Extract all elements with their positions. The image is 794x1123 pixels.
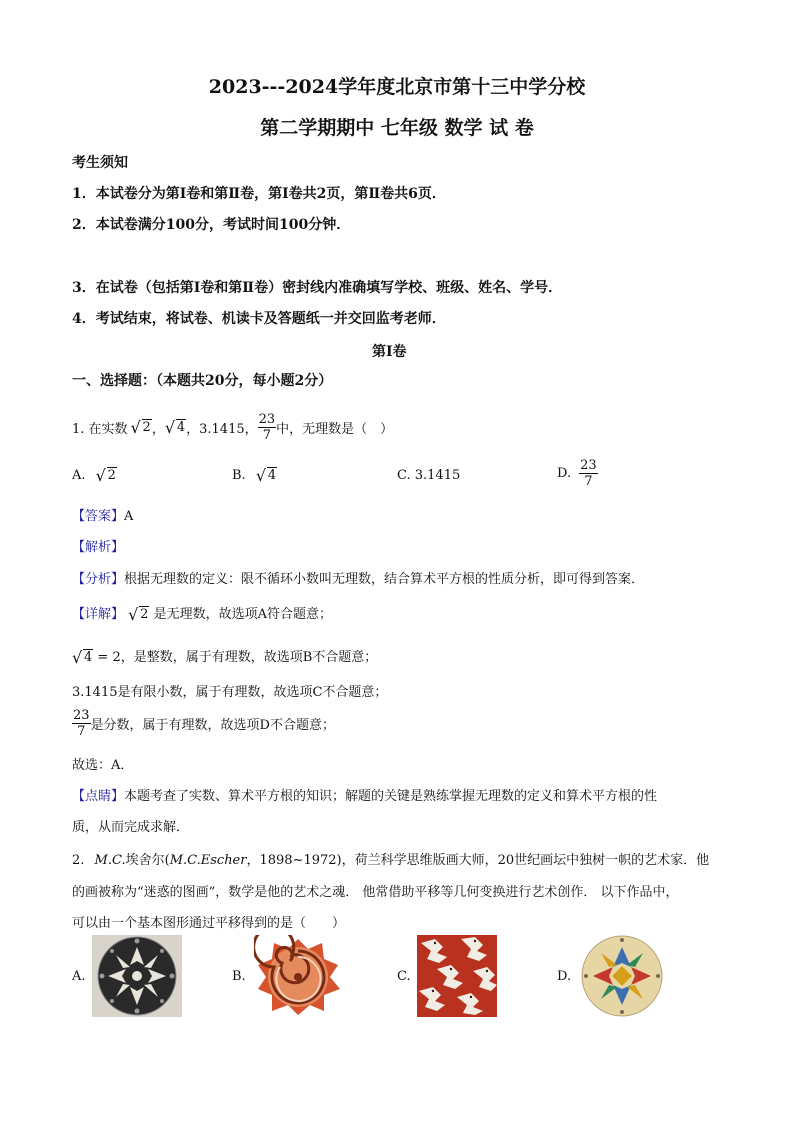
volume-title: 第Ⅰ卷: [372, 344, 407, 360]
q1-option-d: D. $\frac{23}{7}$: [557, 458, 597, 489]
q1-choose: 故选：A．: [72, 758, 134, 773]
exam-title: 2023---2024学年度北京市第十三中学分校: [208, 76, 586, 98]
q2-option-b-label: B.: [232, 969, 246, 984]
q1-answer: 【答案】A: [72, 509, 134, 524]
notice-item-3: 3．在试卷（包括第Ⅰ卷和第Ⅱ卷）密封线内准确填写学校、班级、姓名、学号．: [72, 280, 563, 296]
q1-detail-2: √ 4 = 2，是整数，属于有理数，故选项B不合题意；: [72, 646, 377, 665]
q1-dianjing-2: 质，从而完成求解．: [72, 820, 190, 835]
q1-mid: ，3.1415，: [186, 421, 258, 437]
q1-detail-3: 3.1415是有限小数，属于有理数，故选项C不合题意；: [72, 685, 388, 700]
notice-item-4: 4．考试结束，将试卷、机读卡及答题纸一并交回监考老师．: [72, 311, 446, 327]
q2-option-d-label: D.: [557, 969, 572, 984]
escher-tessellation-image: [417, 935, 497, 1017]
q2-line-3: 可以由一个基本图形通过平移得到的是（ ）: [72, 916, 346, 931]
question-1: 1. 在实数 √ 2 ， √ 4 ，3.1415， $\frac{23}{7}$ 中，无理数是（ ）: [72, 404, 393, 450]
fraction-23-7: $\frac{23}{7}$: [258, 411, 276, 443]
notice-item-1: 1．本试卷分为第Ⅰ卷和第Ⅱ卷，第Ⅰ卷共2页，第Ⅱ卷共6页．: [72, 186, 446, 202]
q2-line-1: 2. M.C.埃舍尔(M.C.Escher，1898~1972)，荷兰科学思维版画大师，20世纪画坛中独树一帜的艺术家．他: [72, 853, 710, 868]
q1-option-a: A. √ 2: [72, 468, 117, 483]
escher-spiral-image: [254, 935, 342, 1017]
q1-dianjing-1: 【点睛】本题考查了实数、算术平方根的知识；解题的关键是熟练掌握无理数的定义和算术平方根的性: [72, 789, 658, 804]
q2-option-c-label: C.: [397, 969, 411, 984]
notice-item-2: 2．本试卷满分100分，考试时间100分钟．: [72, 217, 351, 233]
exam-subtitle: 第二学期期中 七年级 数学 试 卷: [260, 117, 534, 139]
q1-prefix: 1. 在实数: [72, 421, 128, 437]
q1-option-c: C. 3.1415: [397, 468, 461, 483]
notice-heading: 考生须知: [72, 155, 128, 171]
q1-detail-1: 【详解】 √ 2 是无理数，故选项A符合题意；: [72, 603, 332, 622]
section-heading: 一、选择题：（本题共20分，每小题2分）: [72, 373, 333, 389]
sqrt-4: √ 4: [165, 420, 186, 435]
escher-color-circle-image: [579, 935, 665, 1017]
sqrt-2: √ 2: [131, 420, 152, 435]
q1-detail-4: $\frac{23}{7}$ 是分数，属于有理数，故选项D不合题意；: [73, 708, 335, 739]
escher-circle-limit-image: [92, 935, 182, 1017]
q1-fenxi: 【分析】根据无理数的定义：限不循环小数叫无理数，结合算术平方根的性质分析，即可得到答案．: [72, 572, 645, 587]
q1-analysis-tag: 【解析】: [72, 540, 125, 555]
q1-option-b: B. √ 4: [232, 468, 277, 483]
q1-suffix: 中，无理数是（ ）: [276, 421, 394, 437]
q2-option-a-label: A.: [72, 969, 86, 984]
q2-line-2: 的画被称为“迷惑的图画”，数学是他的艺术之魂． 他常借助平移等几何变换进行艺术创作． 以下作品中，: [72, 885, 679, 900]
